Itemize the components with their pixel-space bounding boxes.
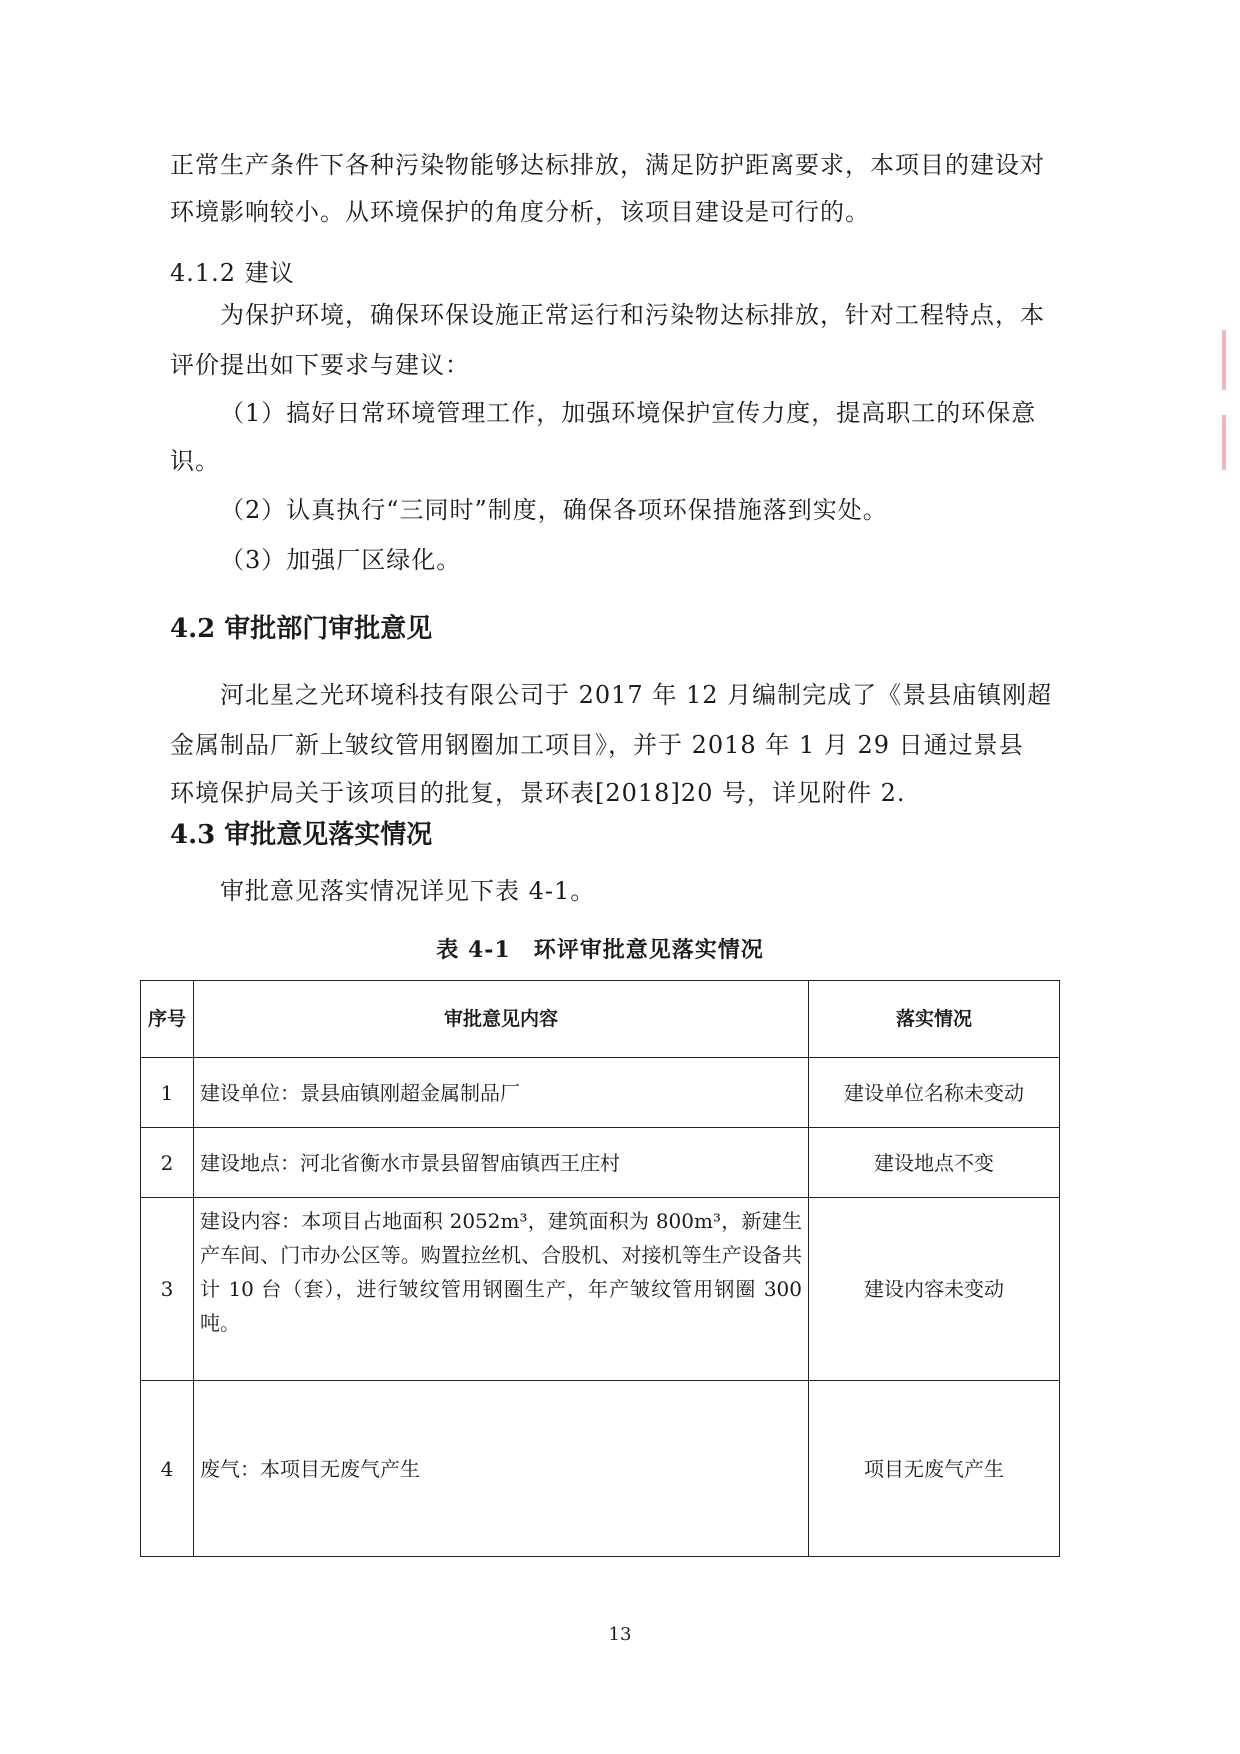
paragraph-line: 正常生产条件下各种污染物能够达标排放，满足防护距离要求，本项目的建设对 <box>170 151 1045 179</box>
header-content: 审批意见内容 <box>194 981 809 1058</box>
paragraph-line: 河北星之光环境科技有限公司于 2017 年 12 月编制完成了《景县庙镇刚超 <box>220 681 1053 709</box>
paragraph-line: 金属制品厂新上皱纹管用钢圈加工项目》，并于 2018 年 1 月 29 日通过景县 <box>170 731 1024 759</box>
row-status: 项目无废气产生 <box>809 1381 1060 1557</box>
paragraph-line: 环境影响较小。从环境保护的角度分析，该项目建设是可行的。 <box>170 198 870 226</box>
header-status: 落实情况 <box>809 981 1060 1058</box>
list-item: （1）搞好日常环境管理工作，加强环境保护宣传力度，提高职工的环保意 <box>220 399 1037 427</box>
list-item: （3）加强厂区绿化。 <box>220 546 462 574</box>
row-content: 废气：本项目无废气产生 <box>194 1381 809 1557</box>
stamp-mark <box>1222 415 1226 470</box>
row-no: 3 <box>141 1198 194 1381</box>
paragraph-line: 为保护环境，确保环保设施正常运行和污染物达标排放，针对工程特点，本 <box>220 301 1045 329</box>
header-no: 序号 <box>141 981 194 1058</box>
page-number: 13 <box>608 1624 632 1645</box>
stamp-mark <box>1222 330 1226 390</box>
row-no: 2 <box>141 1128 194 1198</box>
paragraph-line: 审批意见落实情况详见下表 4-1。 <box>220 877 596 905</box>
row-status: 建设单位名称未变动 <box>809 1058 1060 1128</box>
table-header-row <box>141 981 1060 1058</box>
row-content: 建设地点：河北省衡水市景县留智庙镇西王庄村 <box>194 1128 809 1198</box>
table-row <box>141 1198 1060 1381</box>
row-status: 建设地点不变 <box>809 1128 1060 1198</box>
approval-table <box>140 980 1060 1557</box>
subsection-heading: 4.1.2 建议 <box>170 259 295 287</box>
table-row <box>141 1128 1060 1198</box>
table-row <box>141 1381 1060 1557</box>
table-caption: 表 4-1 环评审批意见落实情况 <box>436 937 764 963</box>
row-status: 建设内容未变动 <box>809 1198 1060 1381</box>
section-heading-4-2: 4.2 审批部门审批意见 <box>170 614 433 644</box>
table-row <box>141 1058 1060 1128</box>
list-item-continuation: 识。 <box>170 447 220 475</box>
section-heading-4-3: 4.3 审批意见落实情况 <box>170 820 433 850</box>
paragraph-line: 环境保护局关于该项目的批复，景环表[2018]20 号，详见附件 2. <box>170 779 906 807</box>
list-item: （2）认真执行“三同时”制度，确保各项环保措施落到实处。 <box>220 496 888 524</box>
row-no: 4 <box>141 1381 194 1557</box>
row-no: 1 <box>141 1058 194 1128</box>
row-content: 建设单位：景县庙镇刚超金属制品厂 <box>194 1058 809 1128</box>
row-content <box>194 1198 809 1381</box>
row-content-text: 建设内容：本项目占地面积 2052m³，建筑面积为 800m³，新建生产车间、门市办公区等。购置拉丝机、合股机、对接机等生产设备共计 10 台（套），进行皱纹管用钢圈生产，年产皱纹管用钢圈 300 吨。 <box>200 1209 802 1335</box>
paragraph-line: 评价提出如下要求与建议： <box>170 351 470 379</box>
